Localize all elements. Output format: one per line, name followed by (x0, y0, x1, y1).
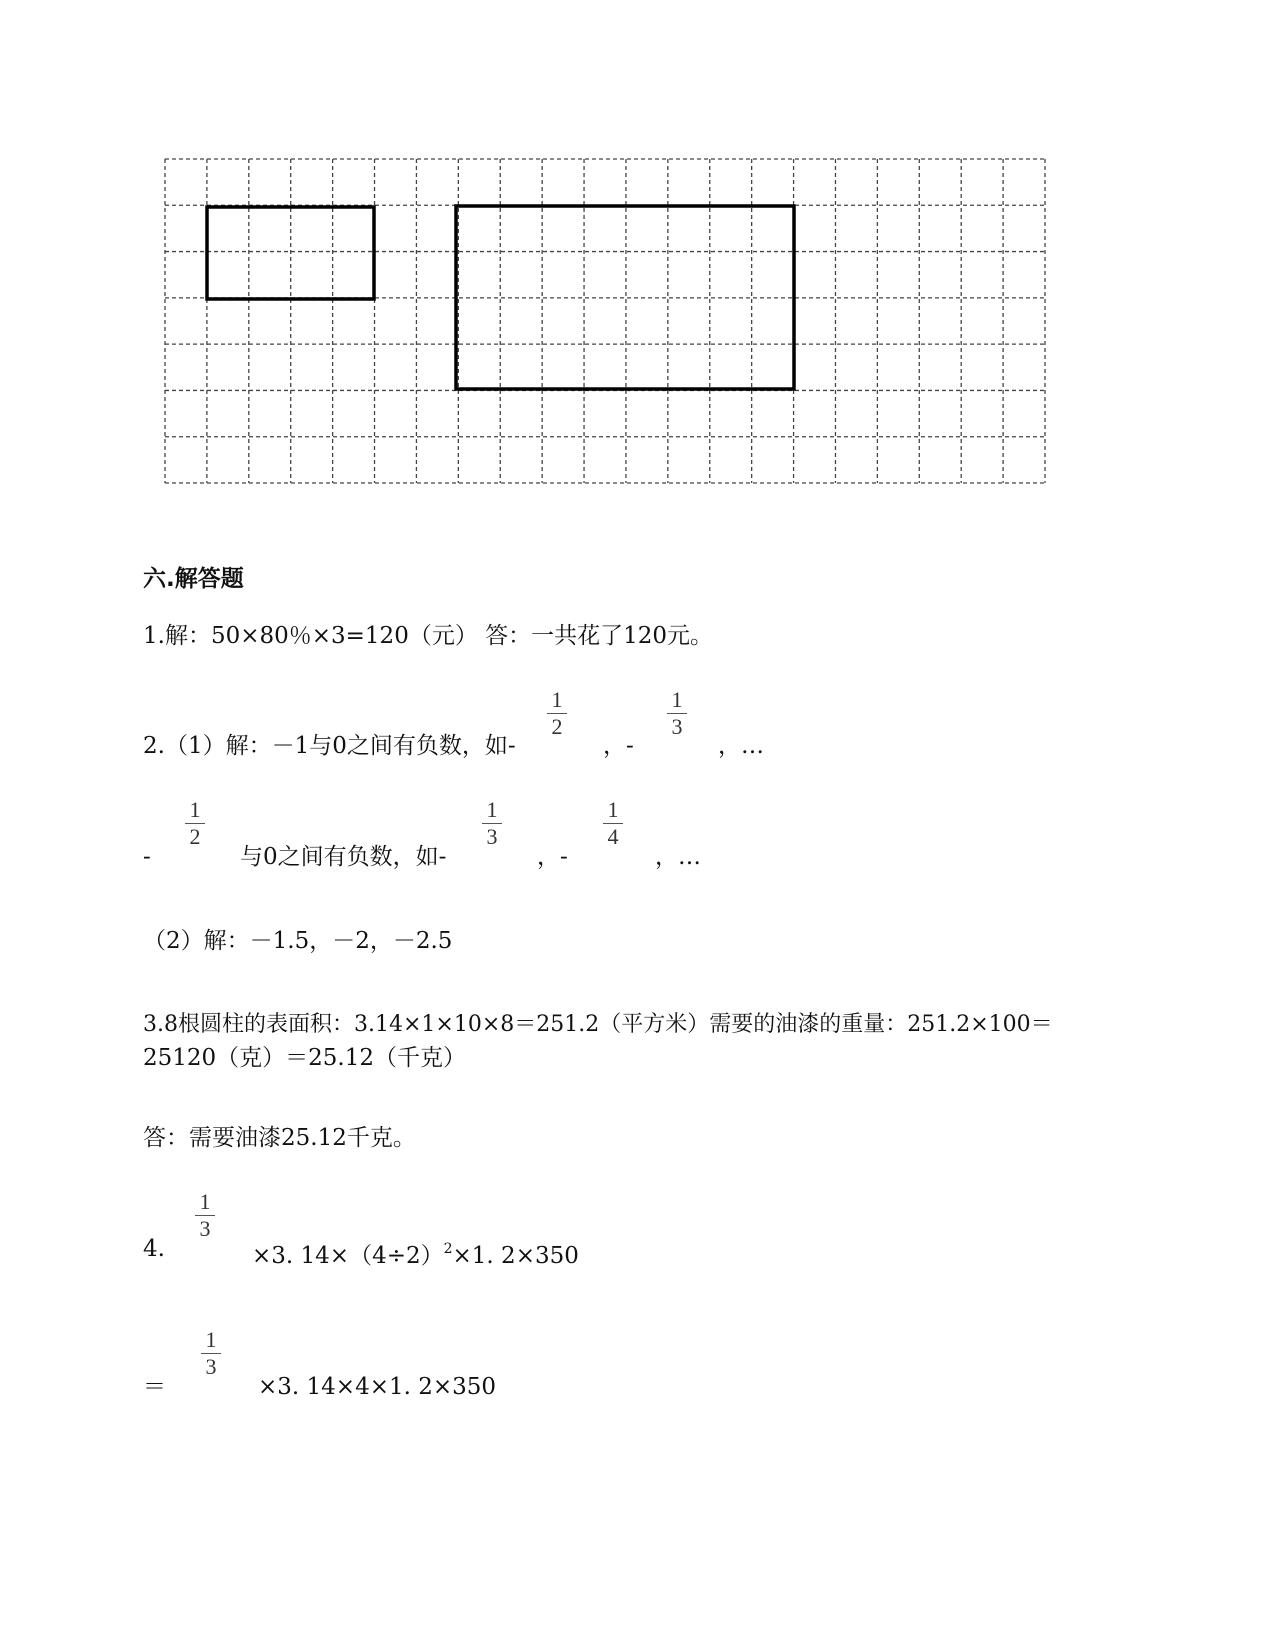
answer-2-line-2-sep-1: ，- (537, 844, 568, 870)
answer-2-sep-2: ，… (718, 733, 764, 759)
fraction-one-half (545, 688, 569, 739)
fraction-numerator: 1 (199, 1189, 211, 1214)
fraction-denominator: 3 (671, 714, 683, 739)
answer-2-line-2-prefix: - (143, 844, 151, 870)
fraction-one-third (480, 798, 504, 849)
fraction-denominator: 3 (486, 824, 498, 849)
answer-4-expression (252, 1234, 579, 1271)
answer-4-prefix: 4. (143, 1236, 165, 1262)
fraction-denominator: 2 (189, 824, 201, 849)
fraction-numerator: 1 (189, 797, 201, 822)
fraction-numerator: 1 (551, 687, 563, 712)
answer-1: 1.解：50×80％×3=120（元） 答：一共花了120元。 (143, 623, 714, 649)
large-rectangle (456, 206, 794, 389)
answer-4-expression-2: ×3. 14×4×1. 2×350 (258, 1374, 497, 1400)
fraction-denominator: 3 (205, 1354, 217, 1379)
answer-4-equals: ＝ (143, 1374, 166, 1400)
answer-2-part-2: （2）解：－1.5，－2，－2.5 (143, 928, 453, 954)
answer-3-conclusion: 答：需要油漆25.12千克。 (143, 1125, 416, 1151)
fraction-numerator: 1 (205, 1327, 217, 1352)
fraction-one-third (665, 688, 689, 739)
fraction-one-half (183, 798, 207, 849)
answer-3-line-2: 25120（克）＝25.12（千克） (143, 1045, 467, 1071)
fraction-denominator: 3 (199, 1216, 211, 1241)
fraction-denominator: 2 (551, 714, 563, 739)
answer-2-line-2-mid: 与0之间有负数，如- (240, 844, 447, 870)
answer-4-expr-b: ×1. 2×350 (452, 1243, 579, 1269)
fraction-denominator: 4 (607, 824, 619, 849)
fraction-numerator: 1 (671, 687, 683, 712)
fraction-numerator: 1 (607, 797, 619, 822)
answer-4-expr-a: ×3. 14×（4÷2） (252, 1243, 444, 1269)
answer-3-line-1: 3.8根圆柱的表面积：3.14×1×10×8＝251.2（平方米）需要的油漆的重量：251.2×100＝ (143, 1012, 1053, 1037)
section-title: 六.解答题 (143, 566, 244, 592)
fraction-numerator: 1 (486, 797, 498, 822)
fraction-one-third (199, 1328, 223, 1379)
answer-2-line-1 (143, 731, 516, 761)
answer-2-sep-1: ，- (603, 733, 634, 759)
answer-2-line-2-sep-2: ，… (655, 844, 701, 870)
answer-2-prefix: 2.（1）解：－1与0之间有负数，如- (143, 733, 516, 759)
fraction-one-quarter (601, 798, 625, 849)
exponent: 2 (443, 1241, 453, 1257)
grid-figure (160, 154, 1050, 489)
fraction-one-third (193, 1190, 217, 1241)
